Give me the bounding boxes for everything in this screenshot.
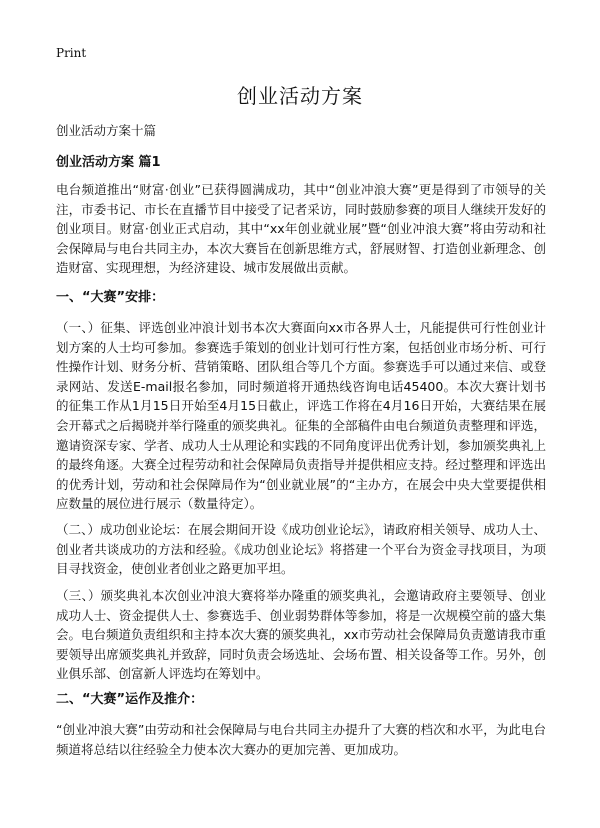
section-1-heading: 一、“大赛”安排： — [56, 290, 165, 305]
section-2-heading: 二、“大赛”运作及推介： — [56, 692, 204, 707]
section-1-item-2: （二、）成功创业论坛：在展会期间开设《成功创业论坛》，请政府相关领导、成功人士、创业者共谈成功的方法和经验。《成功创业论坛》将搭建一个平台为资金寻找项目，为项目寻找资金，使创业者创业之路更加平坦。 — [56, 522, 546, 577]
section-1-item-1: （一、）征集、评选创业冲浪计划书本次大赛面向xx市各界人士，凡能提供可行性创业计划方案的人士均可参加。参赛选手策划的创业计划可行性方案，包括创业市场分析、可行性操作计划、财务分析、营销策略、团队组合等几个方面。参赛选手可以通过来信、或登录网站、发送E-mail报名参加，同时频道将开通热线咨询电话45400。本次大赛计划书的征集工作从1月15日开始至4月15日截止，评选工作将在4月16日开始，大赛结果在展会开幕式之后揭晓并举行隆重的颁奖典礼。征集的全部稿件由电台频道负责整理和评选，邀请资深专家、学者、成功人士从理论和实践的不同角度评出优秀计划，参加颁奖典礼上的最终角逐。大赛全过程劳动和社会保障局负责指导并提供相应支持。经过整理和评选出的优秀计划，劳动和社会保障局作为“创业就业展”的“主办方，在展会中央大堂要提供相应数量的展位进行展示（数量待定）。 — [56, 320, 546, 512]
section-2-paragraph: “创业冲浪大赛”由劳动和社会保障局与电台共同主办提升了大赛的档次和水平，为此电台频道将总结以往经验全力使本次大赛办的更加完善、更加成功。 — [56, 722, 546, 757]
document-subtitle: 创业活动方案十篇 — [56, 123, 157, 138]
section-1-item-3: （三、）颁奖典礼本次创业冲浪大赛将举办隆重的颁奖典礼，会邀请政府主要领导、创业成功人士、资金提供人士、参赛选手、创业弱势群体等参加，将是一次规模空前的盛大集会。电台频道负责组织和主持本次大赛的颁奖典礼，xx市劳动社会保障局负责邀请我市重要领导出席颁奖典礼并致辞，同时负责会场选址、会场布置、相关设备等工作。另外，创业俱乐部、创富新人评选均在筹划中。 — [56, 588, 546, 682]
article-heading: 创业活动方案 篇1 — [56, 155, 161, 170]
intro-paragraph: 电台频道推出“财富·创业”已获得圆满成功，其中“创业冲浪大赛”更是得到了市领导的关注，市委书记、市长在直播节目中接受了记者采访，同时鼓励参赛的项目人继续开发好的创业项目。财富·创业正式启动，其中“xx年创业就业展”暨“创业冲浪大赛”将由劳动和社会保障局与电台共同主办，本次大赛旨在创新思维方式，舒展财智、打造创业新理念、创造财富、实现理想，为经济建设、城市发展做出贡献。 — [56, 182, 546, 276]
print-link[interactable]: Print — [56, 46, 87, 60]
page-title: 创业活动方案 — [237, 84, 363, 108]
